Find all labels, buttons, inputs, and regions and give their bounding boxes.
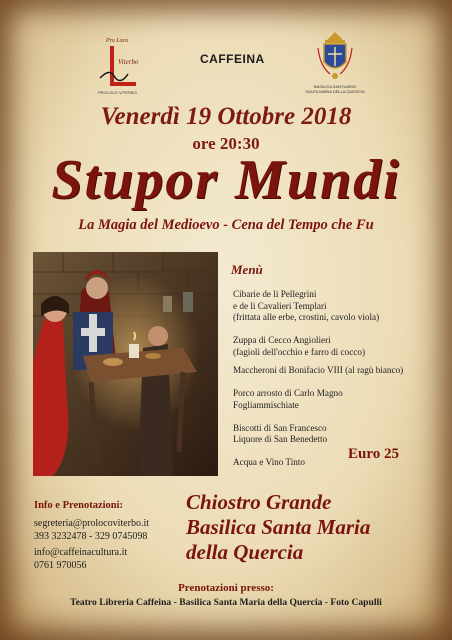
caffeina-logo: CAFFEINA	[200, 52, 265, 66]
menu-list	[233, 289, 443, 469]
menu-spacer	[233, 446, 443, 458]
proloco-script-text: Pro Loco	[106, 38, 129, 44]
sponsor-logos	[0, 30, 452, 100]
menu-line: Liquore di San Benedetto	[233, 434, 328, 444]
event-time: ore 20:30	[192, 134, 260, 153]
medieval-banquet-image	[33, 252, 218, 476]
menu-line: Biscotti di San Francesco	[233, 422, 327, 433]
event-subtitle: La Magia del Medioevo - Cena del Tempo che Fu	[78, 217, 374, 233]
email-link-caffeina[interactable]: info@caffeinacultura.it	[34, 547, 128, 558]
event-title: Stupor Mundi	[51, 149, 401, 211]
basilica-coat-of-arms-icon	[300, 30, 370, 82]
menu-line: Acqua e Vino Tinto	[233, 457, 306, 467]
basilica-caption-line2: SANTA MARIA DELLA QUERCIA	[305, 89, 365, 94]
menu-line: Fogliammischiate	[233, 399, 299, 410]
proloco-caption: PROLOCO VITERBO	[98, 90, 137, 95]
menu-line: Cibarie de li Pellegrini	[233, 289, 317, 299]
basilica-caption-line1: BASILICA SANTUARIO	[313, 84, 357, 89]
event-date: Venerdì 19 Ottobre 2018	[100, 103, 352, 130]
menu-title: Menù	[231, 262, 263, 277]
menu-line: e de li Cavalieri Templari	[233, 300, 327, 311]
medieval-dinner-photo	[33, 252, 218, 476]
menu-spacer	[233, 411, 443, 423]
booking-title: Prenotazioni presso:	[178, 582, 274, 594]
menu-price: Euro 25	[348, 446, 399, 462]
proloco-logo	[92, 38, 152, 98]
menu-line: Zuppa di Cecco Angiolieri	[233, 335, 331, 345]
menu-spacer	[233, 324, 443, 336]
menu-line: Porco arrosto di Carlo Magno	[233, 388, 343, 398]
menu-spacer	[233, 377, 443, 389]
phone-number-caffeina: 0761 970056	[34, 560, 87, 571]
venue-block	[186, 490, 370, 565]
menu-line: (frittata alle erbe, crostini, cavolo viola)	[233, 312, 380, 322]
booking-places: Teatro Libreria Caffeina - Basilica Santa Maria della Quercia - Foto Capulli	[70, 597, 382, 608]
venue-line3: della Quercia	[186, 540, 304, 564]
phone-numbers-proloco: 393 3232478 - 329 0745098	[34, 531, 148, 542]
venue-line1: Chiostro Grande	[186, 490, 332, 514]
proloco-emblem-icon	[92, 38, 152, 98]
proloco-name-text: Viterbo	[118, 58, 139, 66]
menu-line: Maccheroni di Bonifacio VIII (al ragù bianco)	[233, 365, 404, 375]
venue-line2: Basilica Santa Maria	[186, 515, 371, 539]
email-link-proloco[interactable]: segreteria@prolocoviterbo.it	[34, 518, 149, 529]
menu-spacer	[233, 358, 443, 365]
info-title: Info e Prenotazioni:	[34, 500, 124, 511]
basilica-logo	[300, 30, 370, 102]
menu-line: (fagioli dell'occhio e farro di cocco)	[233, 346, 366, 357]
